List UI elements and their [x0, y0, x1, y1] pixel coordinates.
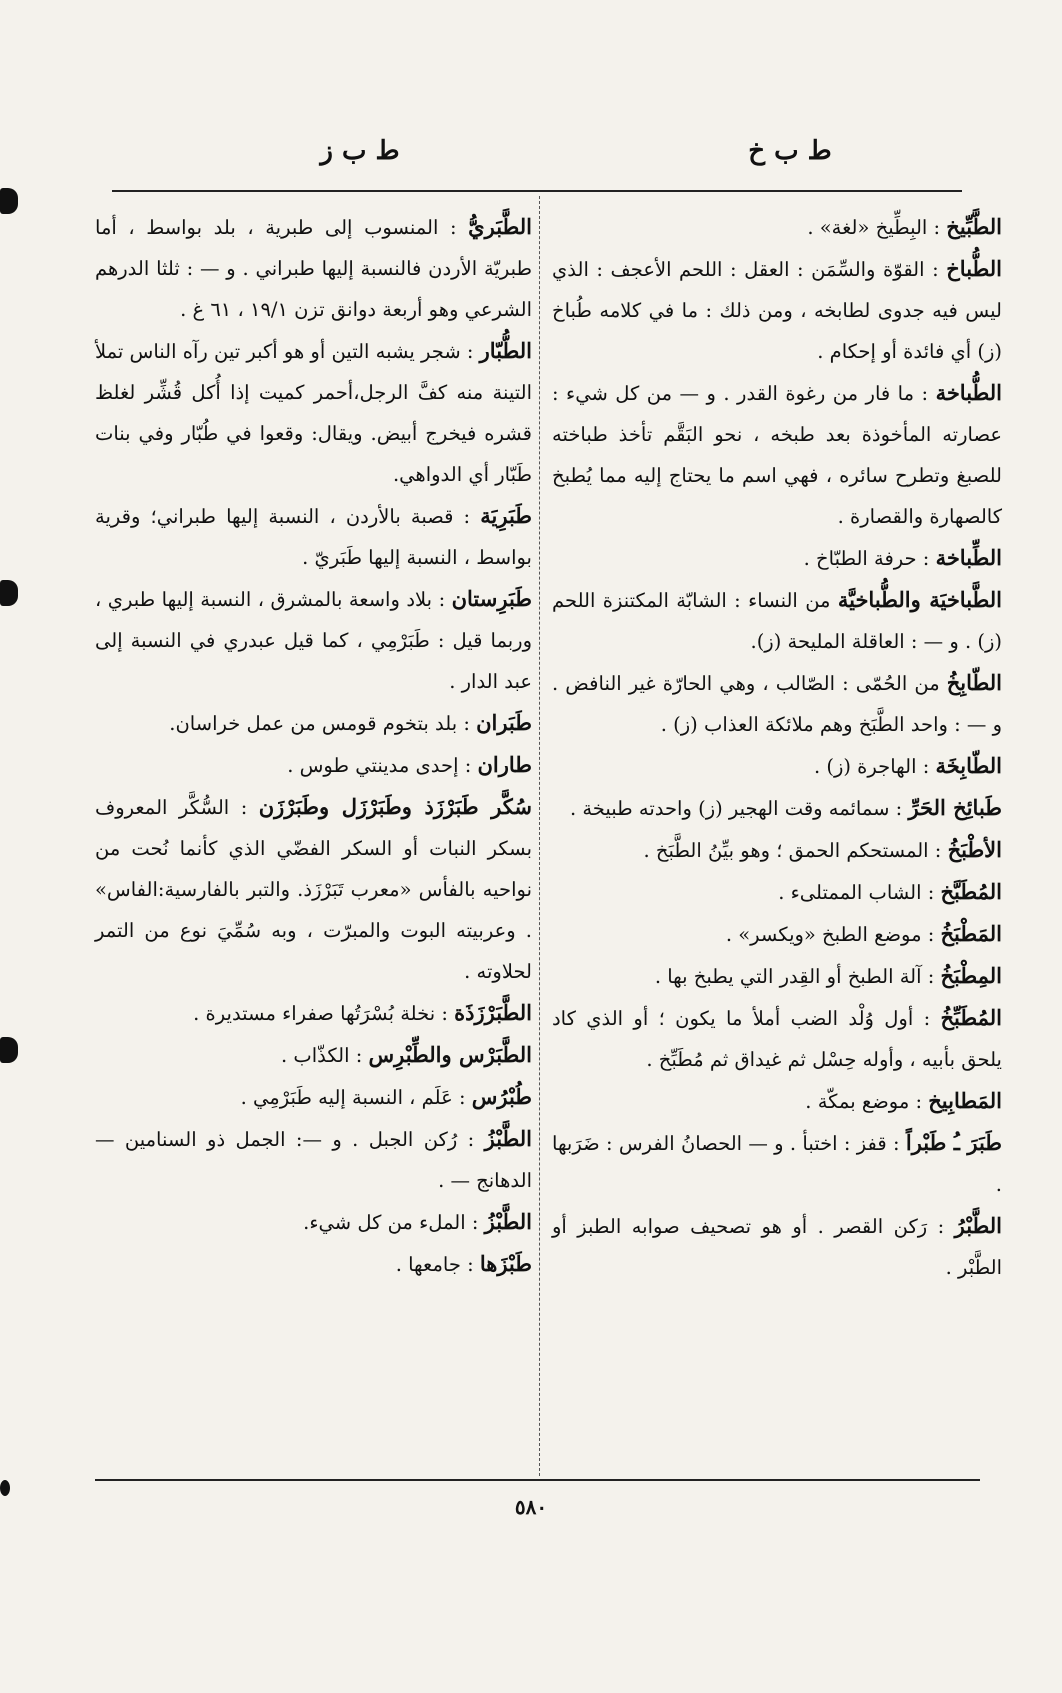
entry-definition: : قصبة بالأردن ، النسبة إليها طبراني؛ وقرية بواسط ، النسبة إليها طَبَريّ . — [95, 505, 532, 569]
dictionary-entry — [552, 1205, 1002, 1288]
entry-definition: : بلاد واسعة بالمشرق ، النسبة إليها طبري ، وربما قيل : طَبَرْمِي ، كما قيل عبدري في النسبة إلى عبد الدار . — [95, 588, 532, 693]
entry-definition: : الشاب الممتلىء . — [778, 881, 941, 904]
entry-headword: طَبائِخ الحَرِّ — [908, 795, 1002, 820]
entry-headword: الطُّباخ — [946, 256, 1002, 281]
dictionary-entry — [552, 1080, 1002, 1122]
entry-definition: : القوّة والسِّمَن : العقل : اللحم الأعجف : الذي ليس فيه جدوى لطابخه ، ومن ذلك : ما في كلامه طُباخ (ز) أي فائدة أو إحكام . — [552, 258, 1002, 363]
entry-headword: طَبَران — [476, 710, 532, 735]
dictionary-entry — [552, 955, 1002, 997]
dictionary-entry — [552, 206, 1002, 248]
dictionary-entry — [552, 787, 1002, 829]
entry-definition: : رَكن القصر . أو هو تصحيف صوابه الطبز أو الطَّبْر . — [552, 1215, 1002, 1279]
entry-headword: طَبَرِيَة — [480, 503, 532, 528]
dictionary-entry — [95, 495, 532, 578]
dictionary-entry — [552, 745, 1002, 787]
dictionary-entry — [95, 1076, 532, 1118]
entry-headword: الطَّبَرْزَذَة — [454, 1000, 532, 1025]
entry-definition: : جامعها . — [395, 1253, 480, 1276]
entry-definition: : رُكن الجبل . و —: الجمل ذو السنامين — الدهانج — . — [95, 1128, 532, 1192]
scan-edge-mark — [0, 1037, 18, 1063]
dictionary-entry — [95, 786, 532, 992]
scan-edge-mark — [0, 188, 18, 214]
dictionary-entry — [552, 1122, 1002, 1205]
dictionary-entry — [95, 1118, 532, 1201]
running-header-left: ط ب ز — [320, 136, 400, 166]
entry-definition: : المستحكم الحمق ؛ وهو بيِّنُ الطَّبَخ . — [643, 839, 948, 862]
entry-definition: : عَلَم ، النسبة إليه طَبَرْمِي . — [240, 1086, 472, 1109]
dictionary-entry — [95, 744, 532, 786]
entry-headword: الطَّبَرْس والطِّبْرِس — [368, 1042, 532, 1067]
entry-headword: سُكَّر طَبَرْزَذ وطَبَرْزَل وطَبَرْزَن — [258, 794, 532, 819]
entry-headword: المِطْبَخُ — [940, 963, 1002, 988]
dictionary-entry — [95, 992, 532, 1034]
scan-edge-mark — [0, 1480, 10, 1496]
entry-headword: الطَّبْزُ — [484, 1209, 532, 1234]
entry-headword: المُطَبِّخُ — [940, 1005, 1002, 1030]
bottom-rule — [95, 1479, 980, 1481]
running-header-right: ط ب خ — [748, 136, 832, 166]
page-number: ٥٨٠ — [514, 1495, 548, 1519]
dictionary-entry — [552, 829, 1002, 871]
entry-definition: : موضع الطبخ «ويكسر» . — [725, 923, 941, 946]
entry-definition: : أول وُلْد الضب أملأ ما يكون ؛ أو الذي كاد يلحق بأبيه ، وأوله حِسْل ثم غيداق ثم مُطَبِّخ . — [552, 1007, 1002, 1071]
entry-headword: المَطابِيخ — [928, 1088, 1002, 1113]
scan-edge-mark — [0, 580, 18, 606]
entry-definition: : سمائمه وقت الهجير (ز) واحدته طبيخة . — [569, 797, 909, 820]
dictionary-entry — [552, 871, 1002, 913]
entry-definition: : حرفة الطبّاخ . — [803, 547, 936, 570]
entry-definition: : بلد بتخوم قومس من عمل خراسان. — [169, 712, 477, 735]
entry-headword: طاران — [477, 752, 532, 777]
entry-definition: : السُّكَّر المعروف بسكر النبات أو السكر الفضّي الذي كأنما نُحت من نواحيه بالفأس «معرب تَبَرْزَذ. والتبر بالفارسية:الفاس» . وعربيته البوت والمبرّت ، وبه سُمِّيَ نوع من التمر لحلاوته . — [95, 796, 532, 983]
entry-definition: : موضع بمكّة . — [805, 1090, 929, 1113]
entry-headword: الطِّباخة — [935, 545, 1002, 570]
dictionary-entry — [95, 578, 532, 702]
entry-headword: الطَّبْرُ — [954, 1213, 1002, 1238]
entry-definition: : إحدى مدينتي طوس . — [287, 754, 478, 777]
entry-headword: الطّابِخَة — [935, 753, 1002, 778]
dictionary-entry — [552, 997, 1002, 1080]
entry-headword: الطُّباخة — [935, 380, 1002, 405]
entry-headword: المَطْبَخُ — [940, 921, 1002, 946]
dictionary-entry — [552, 372, 1002, 537]
dictionary-entry — [95, 206, 532, 330]
dictionary-entry — [95, 330, 532, 495]
entry-definition: : شجر يشبه التين أو هو أكبر تين رآه الناس تملأ التينة منه كفَّ الرجل،أحمر كميت إذا أُكل قُشِّر لغلظ قشره فيخرج أبيض. ويقال: وقعوا في طُبّار وفي بنات طَبّار أي الدواهي. — [95, 340, 532, 486]
entry-definition: من الحُمّى : الصّالب ، وهي الحارّة غير النافض . و — : واحد الطَّبَخ وهم ملائكة العذاب (ز) . — [552, 672, 1002, 736]
column-divider — [539, 196, 540, 1476]
entry-definition: : الملء من كل شيء. — [303, 1211, 485, 1234]
entry-definition: : الكذّاب . — [280, 1044, 369, 1067]
left-column — [95, 206, 532, 1285]
dictionary-entry — [552, 662, 1002, 745]
entry-definition: : ما فار من رغوة القدر . و — من كل شيء : عصارته المأخوذة بعد طبخه ، نحو البَقَّم تأخذ طباخته للصبغ وتطرح سائره ، فهي اسم ما يحتاج إليه مما يُطبخ كالصهارة والقصارة . — [552, 382, 1002, 528]
dictionary-entry — [552, 248, 1002, 372]
entry-headword: الطّابِخُ — [946, 670, 1002, 695]
dictionary-entry — [552, 537, 1002, 579]
entry-headword: طَبَرَ ـُ طَبْراً — [905, 1130, 1002, 1155]
dictionary-entry — [95, 1243, 532, 1285]
entry-definition: : الهاجرة (ز) . — [813, 755, 936, 778]
dictionary-entry — [552, 913, 1002, 955]
entry-definition: من النساء : الشابّة المكتنزة اللحم (ز) . و — : العاقلة المليحة (ز). — [552, 589, 1002, 653]
entry-headword: طَبْزَها — [479, 1251, 532, 1276]
entry-headword: طُبْرُس — [471, 1084, 532, 1109]
entry-headword: المُطَبَّخ — [940, 879, 1002, 904]
entry-headword: الطَّباخيَة والطُّباخيَّة — [837, 587, 1002, 612]
entry-headword: الأطْبَخُ — [947, 837, 1002, 862]
entry-headword: الطَّبْزُ — [484, 1126, 532, 1151]
dictionary-entry — [95, 1201, 532, 1243]
entry-definition: : المنسوب إلى طبرية ، بلد بواسط ، أما طبريّة الأردن فالنسبة إليها طبراني . و — : ثلثا الدرهم الشرعي وهو أربعة دوانق تزن ١٩/١ ، ٦١ غ . — [95, 216, 532, 321]
dictionary-entry — [95, 1034, 532, 1076]
dictionary-entry — [95, 702, 532, 744]
right-column — [552, 206, 1002, 1288]
entry-definition: : آلة الطبخ أو القِدر التي يطبخ بها . — [654, 965, 941, 988]
top-rule — [112, 190, 962, 192]
entry-headword: الطَّبِّيخ — [946, 214, 1002, 239]
entry-headword: الطُّبّار — [479, 338, 532, 363]
dictionary-entry — [552, 579, 1002, 662]
entry-headword: طَبَرِستان — [451, 586, 532, 611]
entry-definition: : البِطِّيخ «لغة» . — [807, 216, 947, 239]
entry-headword: الطَّبَريُّ — [468, 214, 532, 239]
entry-definition: : قفز : اختبأ . و — الحصانُ الفرس : ضَرَبها . — [552, 1132, 1002, 1196]
entry-definition: : نخلة بُسْرَتُها صفراء مستديرة . — [193, 1002, 455, 1025]
